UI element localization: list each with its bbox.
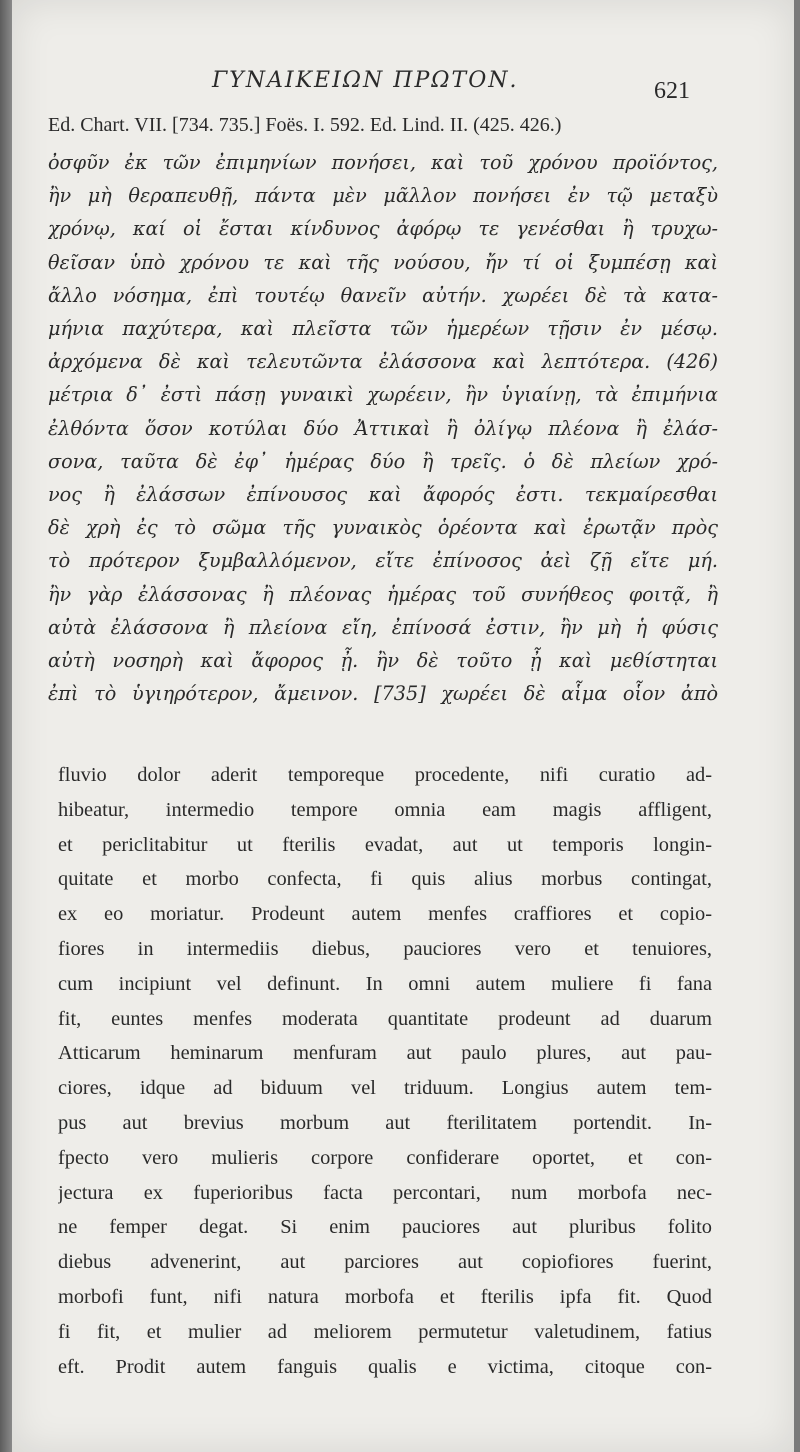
latin-line: fiores in intermediis diebus, pauciores vero et tenuiores, — [58, 937, 712, 960]
page-shadow-edge — [0, 0, 12, 1452]
greek-line: τὸ πρότερον ξυμβαλλόμενον, εἴτε ἐπίνοσος ἀεὶ ζῇ εἴτε μή. — [48, 549, 718, 573]
greek-text-block — [48, 146, 718, 710]
greek-line: ἢν γὰρ ἐλάσσονας ἢ πλέονας ἡμέρας τοῦ συνήθεος φοιτᾷ, ἢ — [48, 582, 718, 606]
edition-reference-line: Ed. Chart. VII. [734. 735.] Foës. I. 592. Ed. Lind. II. (425. 426.) — [48, 114, 562, 136]
running-head: ΓΥΝΑΙΚΕΙΩΝ ΠΡΩΤΟΝ. — [212, 68, 519, 93]
latin-line: morbofi funt, nifi natura morbofa et fterilis ipfa fit. Quod — [58, 1285, 712, 1308]
greek-line: μήνια παχύτερα, καὶ πλεῖστα τῶν ἡμερέων τῇσιν ἐν μέσῳ. — [48, 317, 718, 341]
greek-line: ἐλθόντα ὅσον κοτύλαι δύο Ἀττικαὶ ἢ ὀλίγῳ πλέονα ἢ ἐλάσ- — [48, 416, 718, 440]
greek-line: ἢν μὴ θεραπευθῇ, πάντα μὲν μᾶλλον πονήσει ἐν τῷ μεταξὺ — [48, 184, 718, 208]
greek-line: χρόνῳ, καί οἱ ἔσται κίνδυνος ἀφόρῳ τε γενέσθαι ἢ τρυχω- — [48, 217, 718, 241]
greek-line: δὲ χρὴ ἐς τὸ σῶμα τῆς γυναικὸς ὁρέοντα καὶ ἐρωτᾷν πρὸς — [48, 516, 718, 540]
latin-line: diebus advenerint, aut parciores aut copiofiores fuerint, — [58, 1251, 712, 1274]
latin-line: fi fit, et mulier ad meliorem permutetur valetudinem, fatius — [58, 1320, 712, 1343]
latin-line: fit, euntes menfes moderata quantitate prodeunt ad duarum — [58, 1007, 712, 1030]
greek-line: ἀρχόμενα δὲ καὶ τελευτῶντα ἐλάσσονα καὶ λεπτότερα. (426) — [48, 350, 718, 374]
latin-line: Atticarum heminarum menfuram aut paulo plures, aut pau- — [58, 1042, 712, 1065]
latin-line: fpecto vero mulieris corpore confiderare oportet, et con- — [58, 1146, 712, 1169]
greek-line: αὐτὰ ἐλάσσονα ἢ πλείονα εἴη, ἐπίνοσά ἐστιν, ἢν μὴ ἡ φύσις — [48, 615, 718, 639]
latin-line: pus aut brevius morbum aut fterilitatem portendit. In- — [58, 1111, 712, 1134]
latin-line: jectura ex fuperioribus facta percontari, num morbofa nec- — [58, 1181, 712, 1204]
greek-line: ἐπὶ τὸ ὑγιηρότερον, ἄμεινον. [735] χωρέει δὲ αἷμα οἷον ἀπὸ — [48, 682, 718, 706]
latin-line: quitate et morbo confecta, fi quis alius morbus contingat, — [58, 868, 712, 891]
greek-line: ἄλλο νόσημα, ἐπὶ τουτέῳ θανεῖν αὐτήν. χωρέει δὲ τὰ κατα- — [48, 283, 718, 307]
latin-line: ex eo moriatur. Prodeunt autem menfes craffiores et copio- — [58, 903, 712, 926]
latin-line: ciores, idque ad biduum vel triduum. Longius autem tem- — [58, 1077, 712, 1100]
latin-line: hibeatur, intermedio tempore omnia eam magis affligent, — [58, 798, 712, 821]
latin-line: cum incipiunt vel definunt. In omni autem muliere fi fana — [58, 972, 712, 995]
latin-line: ne femper degat. Si enim pauciores aut pluribus folito — [58, 1216, 712, 1239]
greek-line: αὐτὴ νοσηρὴ καὶ ἄφορος ᾖ. ἢν δὲ τοῦτο ᾖ καὶ μεθίστηται — [48, 649, 718, 673]
greek-line: σονα, ταῦτα δὲ ἐφ᾽ ἡμέρας δύο ἢ τρεῖς. ὁ δὲ πλείων χρό- — [48, 449, 718, 473]
latin-line: et periclitabitur ut fterilis evadat, aut ut temporis longin- — [58, 833, 712, 856]
greek-line: θεῖσαν ὑπὸ χρόνου τε καὶ τῆς νούσου, ἤν τί οἱ ξυμπέσῃ καὶ — [48, 250, 718, 274]
greek-line: νος ἢ ἐλάσσων ἐπίνουσος καὶ ἄφορός ἐστι. τεκμαίρεσθαι — [48, 483, 718, 507]
book-page — [12, 0, 794, 1452]
latin-line: fluvio dolor aderit temporeque procedente, nifi curatio ad- — [58, 764, 712, 786]
latin-text-block — [58, 758, 712, 1384]
latin-line: eft. Prodit autem fanguis qualis e victima, citoque con- — [58, 1355, 712, 1378]
greek-line: ὀσφῦν ἐκ τῶν ἐπιμηνίων πονήσει, καὶ τοῦ χρόνου προϊόντος, — [48, 151, 718, 174]
greek-line: μέτρια δ᾽ ἐστὶ πάσῃ γυναικὶ χωρέειν, ἢν ὑγιαίνῃ, τὰ ἐπιμήνια — [48, 383, 718, 407]
page-number: 621 — [654, 78, 690, 104]
